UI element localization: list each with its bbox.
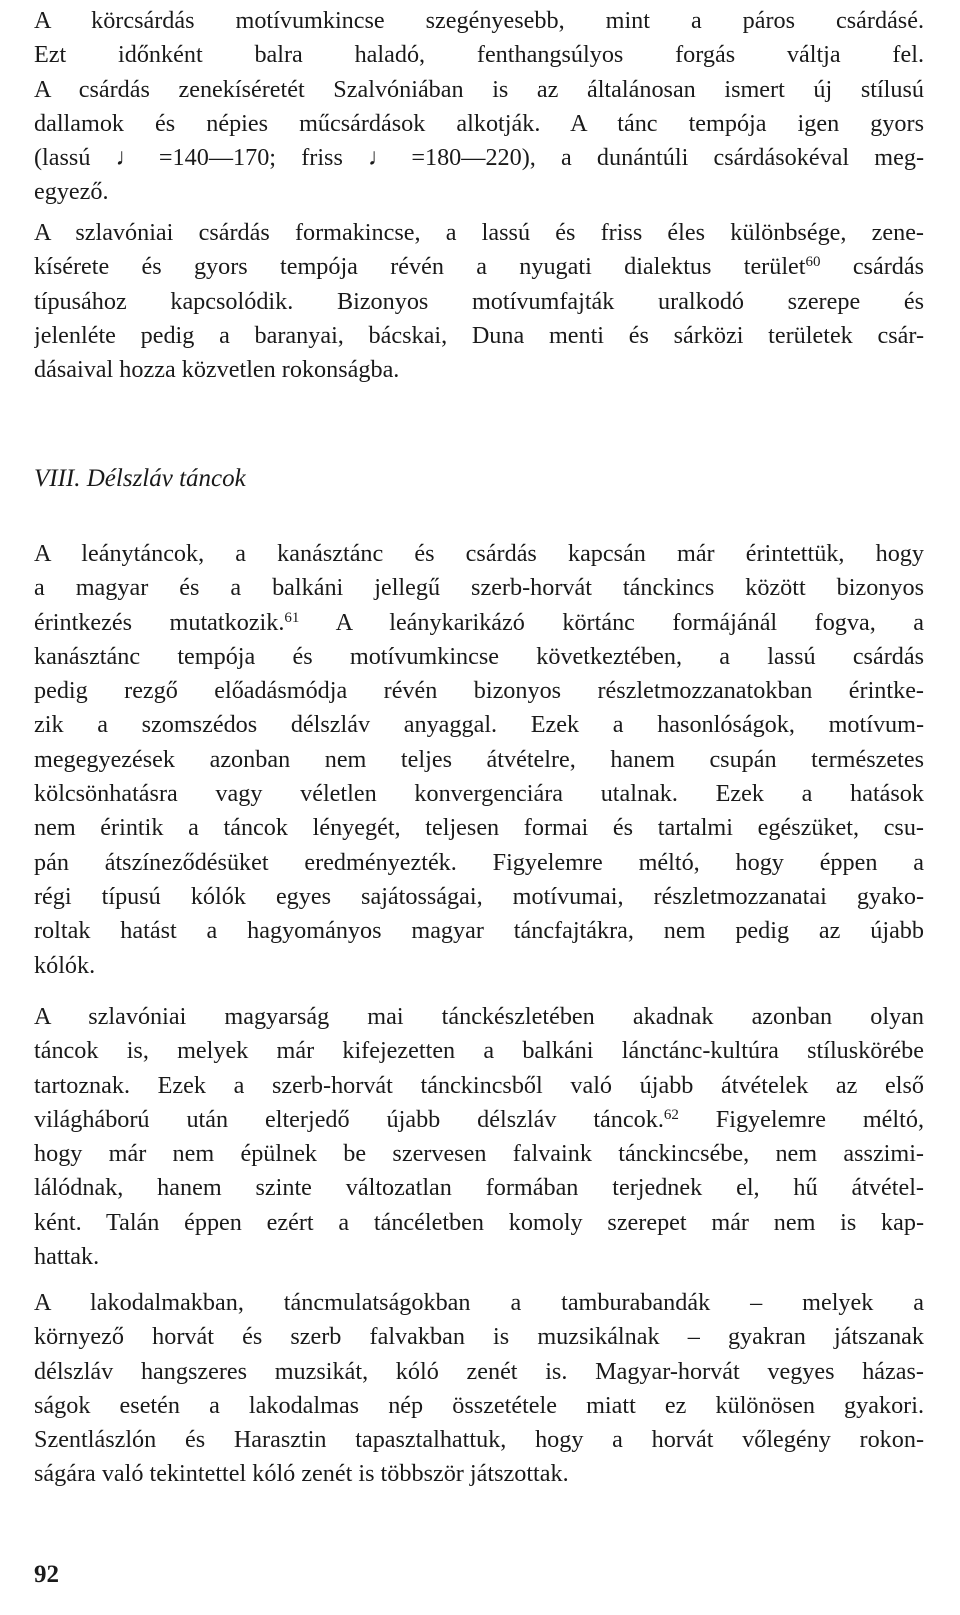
footnote-ref-60: 60 <box>805 254 821 271</box>
paragraph-lakodalmak <box>34 1286 924 1492</box>
text-line <box>34 250 924 284</box>
text-line <box>34 1103 924 1137</box>
text-line: a magyar és a balkáni jellegű szerb-horvát tánckincs között bizonyos <box>34 574 924 602</box>
text-segment: A leánykarikázó körtánc formájánál fogva, a <box>299 608 924 636</box>
text-segment: csárdás <box>820 253 924 281</box>
footnote-ref-61: 61 <box>284 609 300 626</box>
text-line: ságára való tekintettel kóló zenét is többször játszottak. <box>34 1460 569 1488</box>
footnote-ref-62: 62 <box>663 1106 679 1123</box>
text-segment: Figyelemre méltó, <box>678 1105 924 1133</box>
text-line: hogy már nem épülnek be szervesen falvaink tánckincsébe, nem asszimi- <box>34 1140 924 1168</box>
text-line: dallamok és népies műcsárdások alkotják. A tánc tempója igen gyors <box>34 109 924 137</box>
text-line: A lakodalmakban, táncmulatságokban a tamburabandák – melyek a <box>34 1289 924 1316</box>
paragraph-szlavoniai-csardas <box>34 216 924 387</box>
text-line: Szentlászlón és Harasztin tapasztalhattuk, hogy a horvát vőlegény rokon- <box>34 1426 924 1454</box>
text-segment: világháború után elterjedő újabb délszláv táncok. <box>34 1105 664 1133</box>
text-line: roltak hatást a hagyományos magyar táncfajtákra, nem pedig az újabb <box>34 917 924 945</box>
paragraph-korcsardas <box>34 4 924 210</box>
text-line <box>34 606 924 640</box>
text-line: pán átszíneződésüket eredményezték. Figyelemre méltó, hogy éppen a <box>34 848 924 876</box>
text-line: jelenléte pedig a baranyai, bácskai, Duna menti és sárközi területek csár- <box>34 321 924 349</box>
text-line: egyező. <box>34 178 109 206</box>
text-line: ként. Talán éppen ezért a táncéletben komoly szerepet már nem is kap- <box>34 1208 924 1236</box>
text-line: dásaival hozza közvetlen rokonságba. <box>34 356 400 384</box>
text-line: A csárdás zenekíséretét Szalvóniában is az általánosan ismert új stílusú <box>34 75 924 103</box>
text-segment: érintkezés mutatkozik. <box>34 608 285 636</box>
text-line: kólók. <box>34 951 96 979</box>
text-line: (lassú ♩=140—170; friss ♩=180—220), a dunántúli csárdásokéval meg- <box>34 144 924 172</box>
text-segment: kísérete és gyors tempója révén a nyugati dialektus terület <box>34 253 806 281</box>
text-line: A szlavóniai magyarság mai tánckészletében akadnak azonban olyan <box>34 1003 924 1030</box>
text-line: ságok esetén a lakodalmas nép összetétele miatt ez különösen gyakori. <box>34 1391 924 1419</box>
text-line: nem érintik a táncok lényegét, teljesen formai és tartalmi egészüket, csu- <box>34 814 924 842</box>
text-line: lálódnak, hanem szinte változatlan formában terjednek el, hű átvétel- <box>34 1174 924 1202</box>
paragraph-mai-tanckeszlet <box>34 1000 924 1274</box>
text-line: kölcsönhatásra vagy véletlen konvergenciára utalnak. Ezek a hatások <box>34 780 924 808</box>
text-line: Ezt időnként balra haladó, fenthangsúlyos forgás váltja fel. <box>34 41 924 69</box>
text-line: délszláv hangszeres muzsikát, kóló zenét is. Magyar-horvát vegyes házas- <box>34 1357 924 1385</box>
text-line: kanásztánc tempója és motívumkincse következtében, a lassú csárdás <box>34 642 924 670</box>
text-line: környező horvát és szerb falvakban is muzsikálnak – gyakran játszanak <box>34 1323 924 1351</box>
text-line: A szlavóniai csárdás formakincse, a lassú és friss éles különbsége, zene- <box>34 219 924 246</box>
text-line: pedig rezgő előadásmódja révén bizonyos részletmozzanatokban érintke- <box>34 677 924 705</box>
text-line: megegyezések azonban nem teljes átvételre, hanem csupán természetes <box>34 745 924 773</box>
text-line: zik a szomszédos délszláv anyaggal. Ezek a hasonlóságok, motívum- <box>34 711 924 739</box>
text-line: A körcsárdás motívumkincse szegényesebb, mint a páros csárdásé. <box>34 7 924 34</box>
text-line: hattak. <box>34 1243 100 1271</box>
text-line: tartoznak. Ezek a szerb-horvát tánckincsből való újabb átvételek az első <box>34 1071 924 1099</box>
text-line: típusához kapcsolódik. Bizonyos motívumfajták uralkodó szerepe és <box>34 287 924 315</box>
text-line: A leánytáncok, a kanásztánc és csárdás kapcsán már érintettük, hogy <box>34 540 924 567</box>
paragraph-leanytancok <box>34 537 924 983</box>
section-heading: VIII. Délszláv táncok <box>34 465 246 492</box>
text-line: régi típusú kólók egyes sajátosságai, motívumai, részletmozzanatai gyako- <box>34 882 924 910</box>
text-line: táncok is, melyek már kifejezetten a balkáni lánctánc-kultúra stíluskörébe <box>34 1037 924 1065</box>
page-number: 92 <box>34 1561 59 1588</box>
